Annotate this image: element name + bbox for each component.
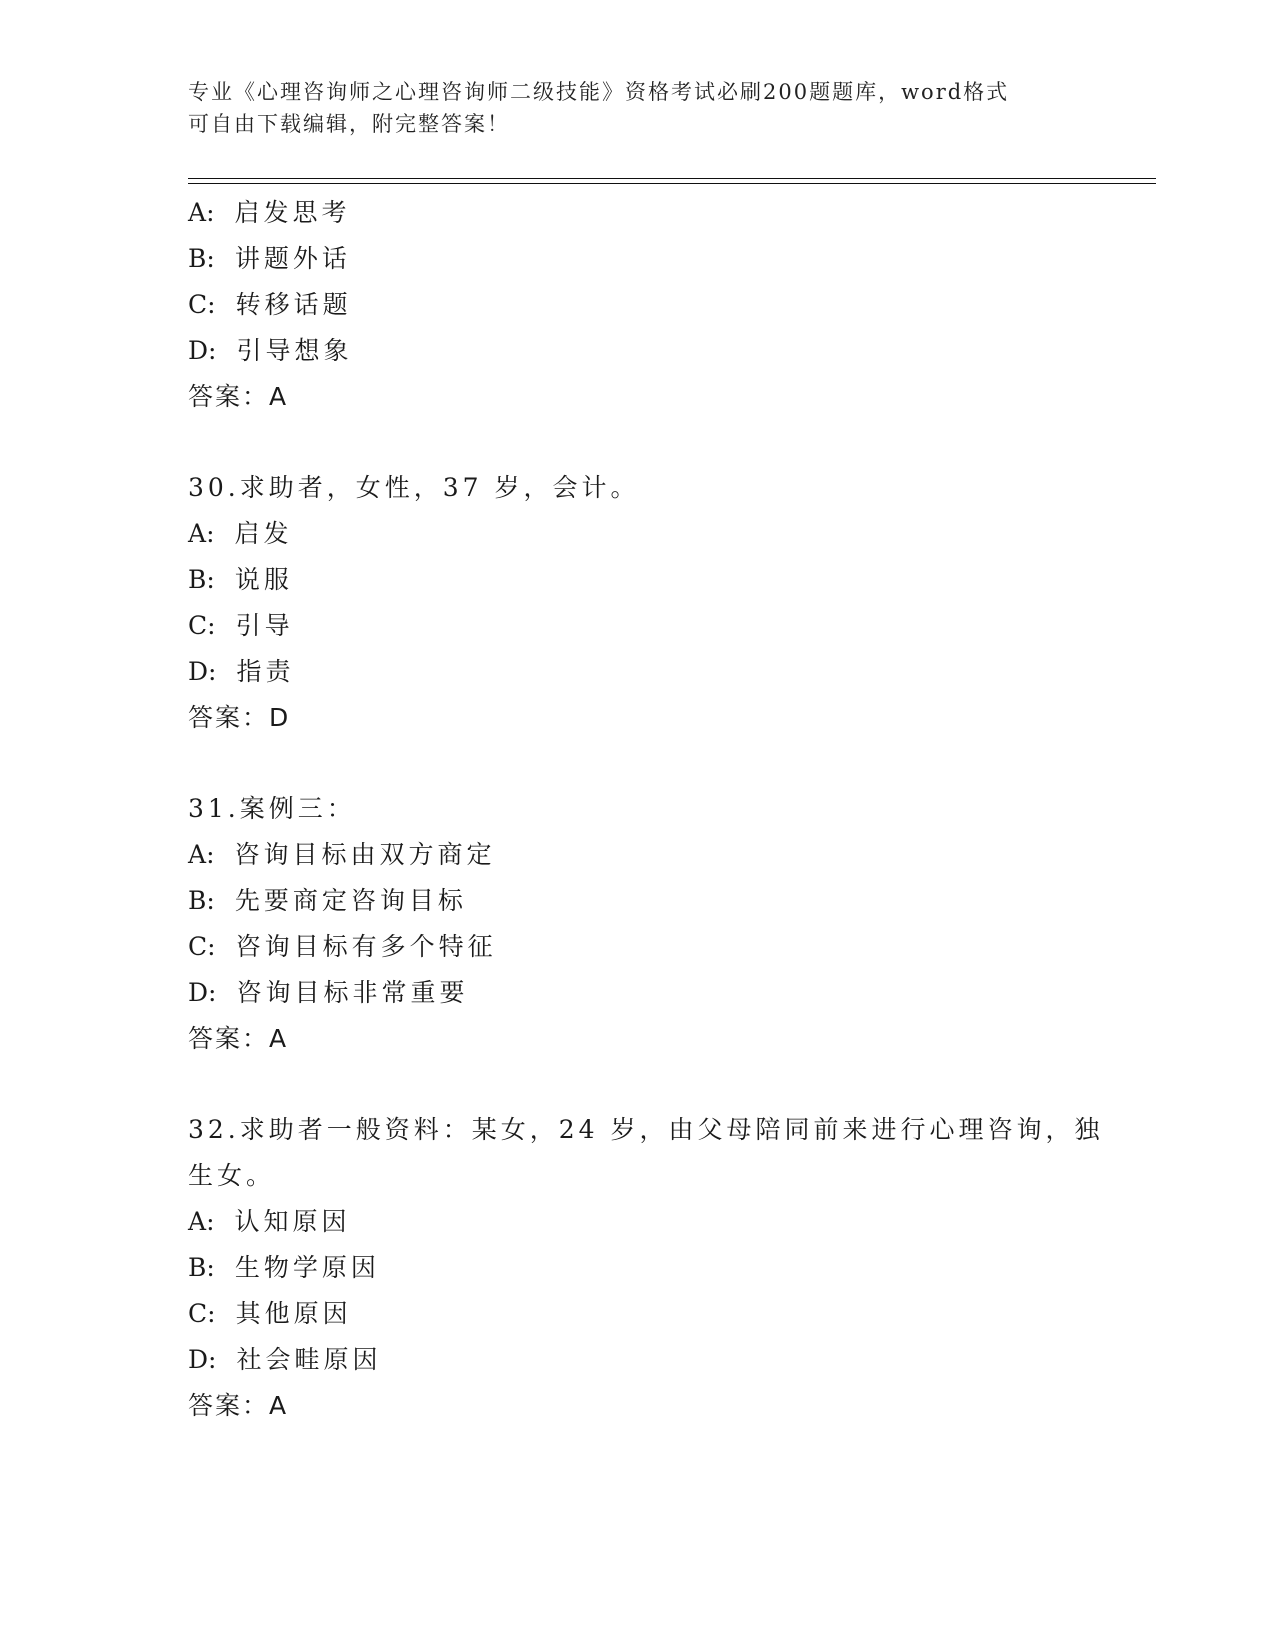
- option-text: 咨询目标非常重要: [236, 978, 469, 1007]
- answer-row: [188, 1383, 1088, 1429]
- option-text: 说服: [234, 565, 293, 594]
- option-text: 其他原因: [235, 1299, 352, 1328]
- question-list: [188, 190, 1104, 1429]
- option-text: 讲题外话: [234, 244, 351, 273]
- option-row: A: 启发: [188, 519, 293, 548]
- option-row: C: 引导: [188, 611, 294, 640]
- header-rule-top: [188, 178, 1156, 179]
- header-rule-bottom: [188, 183, 1156, 184]
- question-block-32: [188, 1107, 1104, 1429]
- question-text: 31.案例三：: [188, 794, 356, 823]
- option-row: D: 咨询目标非常重要: [188, 978, 469, 1007]
- option-row: D: 指责: [188, 657, 295, 686]
- answer-row: [188, 1016, 1088, 1062]
- option-text: 启发: [234, 519, 293, 548]
- answer-label: 答案：: [188, 703, 270, 732]
- option-row: A: 咨询目标由双方商定: [188, 840, 496, 869]
- answer-value: A: [269, 382, 287, 411]
- answer-value: A: [269, 1391, 287, 1420]
- document-header: [188, 76, 1068, 140]
- question-number: 30.: [188, 473, 240, 502]
- answer-value: A: [269, 1024, 287, 1053]
- option-row: B: 讲题外话: [188, 244, 351, 273]
- answer-label: 答案：: [188, 1024, 270, 1053]
- option-text: 生物学原因: [234, 1253, 380, 1282]
- option-row: C: 其他原因: [188, 1299, 352, 1328]
- option-text: 转移话题: [235, 290, 352, 319]
- answer-row: [188, 374, 1088, 420]
- option-row: A: 启发思考: [188, 198, 351, 227]
- answer-row: [188, 695, 1088, 741]
- option-row: A: 认知原因: [188, 1207, 351, 1236]
- question-number: 32.: [188, 1115, 240, 1144]
- question-block-30: [188, 465, 1088, 741]
- option-text: 咨询目标由双方商定: [234, 840, 496, 869]
- option-row: C: 咨询目标有多个特征: [188, 932, 497, 961]
- header-line-2: 可自由下载编辑，附完整答案！: [188, 112, 510, 136]
- option-row: B: 说服: [188, 565, 293, 594]
- option-text: 指责: [236, 657, 295, 686]
- option-row: B: 生物学原因: [188, 1253, 380, 1282]
- answer-label: 答案：: [188, 382, 270, 411]
- option-row: C: 转移话题: [188, 290, 352, 319]
- option-text: 认知原因: [234, 1207, 351, 1236]
- answer-value: D: [269, 703, 289, 732]
- option-text: 社会畦原因: [236, 1345, 382, 1374]
- option-text: 启发思考: [234, 198, 351, 227]
- answer-label: 答案：: [188, 1391, 270, 1420]
- header-line-1: 专业《心理咨询师之心理咨询师二级技能》资格考试必刷200题题库，word格式: [188, 80, 1010, 104]
- question-block-31: [188, 786, 1088, 1062]
- option-text: 引导想象: [236, 336, 353, 365]
- question-text: 32.求助者一般资料：某女，24 岁，由父母陪同前来进行心理咨询，独: [188, 1115, 1104, 1144]
- question-text: 30.求助者，女性，37 岁，会计。: [188, 473, 640, 502]
- question-number: 31.: [188, 794, 240, 823]
- option-row: B: 先要商定咨询目标: [188, 886, 467, 915]
- option-text: 先要商定咨询目标: [234, 886, 467, 915]
- option-row: D: 引导想象: [188, 336, 353, 365]
- option-text: 咨询目标有多个特征: [235, 932, 497, 961]
- option-row: D: 社会畦原因: [188, 1345, 382, 1374]
- question-text-continued: 生女。: [188, 1161, 276, 1190]
- question-block-continued: [188, 190, 1088, 420]
- option-text: 引导: [235, 611, 294, 640]
